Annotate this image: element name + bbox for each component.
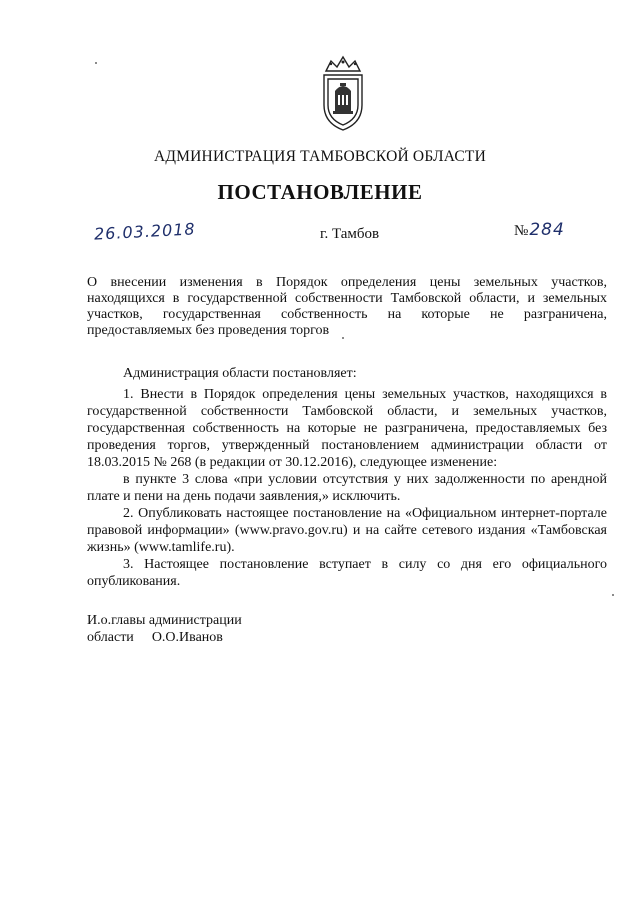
document-body [87, 365, 607, 590]
signatory-region: области [87, 630, 134, 645]
signatory-title: И.о.главы администрации [87, 613, 242, 628]
body-paragraph: 3. Настоящее постановление вступает в силу со дня его официального опубликования. [87, 557, 607, 589]
scan-speck [95, 62, 97, 64]
body-intro: Администрация области постановляет: [123, 366, 357, 381]
document-date: 26.03.2018 [93, 219, 197, 244]
signatory-name: О.О.Иванов [151, 630, 223, 645]
body-paragraph: 2. Опубликовать настоящее постановление на «Официальном интернет-портале правовой информации» (www.pravo.gov.ru) и на сайте сетевого издания «Тамбовская жизнь» (www.tamlife.ru). [87, 506, 607, 555]
signature-block [87, 612, 242, 646]
number-prefix: № [514, 223, 529, 239]
tambov-coat-of-arms-icon [314, 53, 372, 133]
document-type-heading: ПОСТАНОВЛЕНИЕ [217, 180, 423, 204]
document-number [514, 220, 565, 240]
number-value: 284 [529, 220, 565, 240]
scan-speck [612, 594, 614, 596]
organization-title: АДМИНИСТРАЦИЯ ТАМБОВСКОЙ ОБЛАСТИ [154, 148, 486, 165]
body-paragraph: в пункте 3 слова «при условии отсутствия у них задолженности по арендной плате и пени на день подачи заявления,» исключить. [87, 472, 607, 504]
scan-speck [342, 337, 344, 339]
document-subject: О внесении изменения в Порядок определения цены земельных участков, находящихся в государственной собственности Тамбовской области, и земельных участков, государственная собственность на которые не разграничена, предоставляемых без проведения торгов [87, 275, 607, 338]
document-city: г. Тамбов [320, 226, 380, 242]
body-paragraph: 1. Внести в Порядок определения цены земельных участков, находящихся в государственной собственности Тамбовской области, и земельных участков, государственная собственность на которые не разграничена, предоставляемых без проведения торгов, утвержденный постановлением администрации области от 18.03.2015 № 268 (в редакции от 30.12.2016), следующее изменение: [87, 387, 607, 470]
